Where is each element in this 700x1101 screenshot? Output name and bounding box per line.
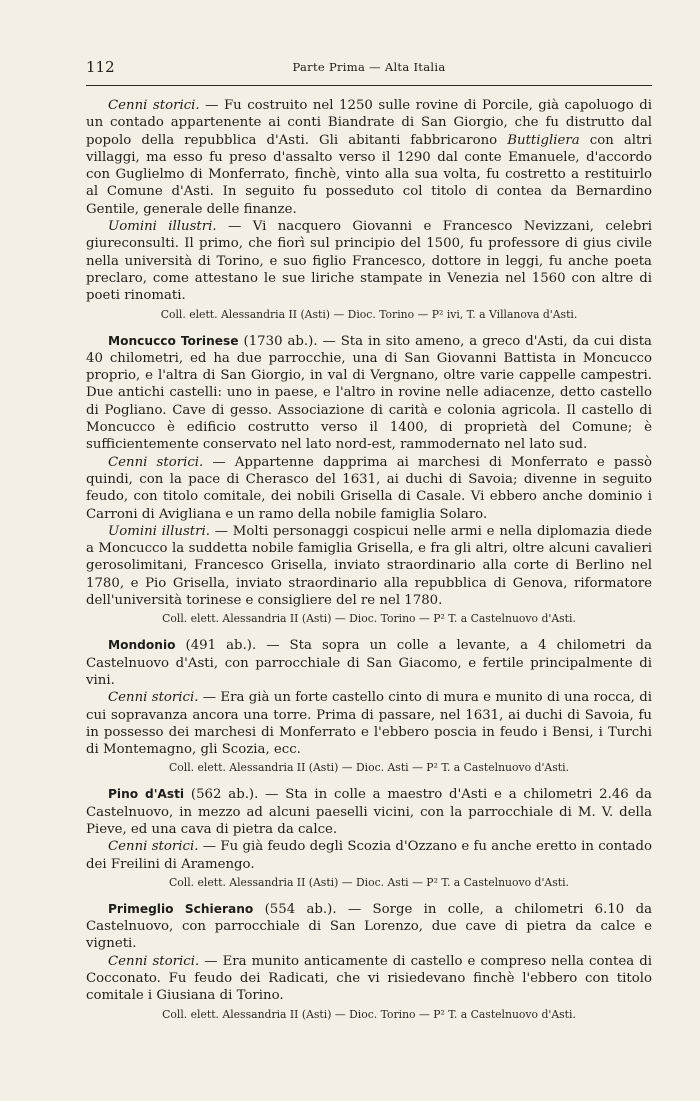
paragraph-cenni-storici: Cenni storici. — Appartenne dapprima ai marchesi di Monferrato e passò quindi, con la pace di Cherasco del 1631, ai duchi di Savoia; divenne in seguito feudo, con titolo comitale, dei nobili Grisella di Casale. Vi ebbero anche dominio i Carroni di Avigliana e un ramo della nobile famiglia Solaro. <box>86 454 652 522</box>
page-number: 112 <box>86 58 115 76</box>
book-page <box>86 58 653 1021</box>
collegio-note: Coll. elett. Alessandria II (Asti) — Dioc. Torino — P² T. a Castelnuovo d'Asti. <box>162 612 576 626</box>
paragraph-cenni-storici: Cenni storici. — Fu già feudo degli Scozia d'Ozzano e fu anche eretto in contado dei Freilini di Aramengo. <box>86 839 653 872</box>
page-header <box>86 58 652 82</box>
collegio-note: Coll. elett. Alessandria II (Asti) — Dioc. Torino — P² ivi, T. a Villanova d'Asti. <box>160 307 578 321</box>
collegio-note: Coll. elett. Alessandria II (Asti) — Dioc. Asti — P² T. a Castelnuovo d'Asti. <box>169 875 569 889</box>
header-rule <box>86 85 652 86</box>
entry-moncucco-torinese: Moncucco Torinese (1730 ab.). — Sta in sito ameno, a greco d'Asti, da cui dista 40 chilometri, ed ha due parrocchie, una di San Giovanni Battista in Moncucco proprio, e l'altra di San Giorgio, in val di Vergnano, oltre varie cappelle campestri. Due antichi castelli: uno in paese, e l'altro in rovine nelle adiacenze, detto castello di Pogliano. Cave di gesso. Associazione di carità e colonia agricola. Il castello di Moncucco è edificio costrutto verso il 1400, di proprietà del Comune; è sufficientemente conservato nel lato nord-est, rammodernato nel lato sud. <box>86 333 652 453</box>
paragraph-uomini-illustri: Uomini illustri. — Vi nacquero Giovanni e Francesco Nevizzani, celebri giureconsulti. Il primo, che fiorì sul principio del 1500, fu professore di gius civile nella università di Torino, e suo figlio Francesco, dottore in leggi, fu anche poeta preclaro, come attestano le sue liriche stampate in Venezia nel 1560 con altre di poeti rinomati. <box>86 219 652 304</box>
paragraph-cenni-storici: Cenni storici. — Era munito anticamente di castello e compreso nella contea di Cocconato. Fu feudo dei Radicati, che vi risiedevano finchè l'ebbero con titolo comitale i Giusiana di Torino. <box>86 953 652 1004</box>
page-body <box>86 97 652 1022</box>
entry-mondonio: Mondonio (491 ab.). — Sta sopra un colle a levante, a 4 chilometri da Castelnuovo d'Asti, con parrocchiale di San Giacomo, e fertile principalmente di vini. <box>86 638 652 688</box>
running-title: Parte Prima — Alta Italia <box>292 60 446 74</box>
paragraph-uomini-illustri: Uomini illustri. — Molti personaggi cospicui nelle armi e nella diplomazia diede a Moncucco la suddetta nobile famiglia Grisella, e fra gli altri, oltre alcuni cavalieri gerosolimitani, Francesco Grisella, inviato straordinario alla corte di Berlino nel 1780, e Pio Grisella, inviato straordinario alla repubblica di Genova, riformatore dell'università torinese e consigliere del re nel 1780. <box>86 523 652 609</box>
paragraph-cenni-storici: Cenni storici. — Fu costruito nel 1250 sulle rovine di Porcile, già capoluogo di un contado appartenente ai conti Biandrate di San Giorgio, che fu distrutto dal popolo della repubblica d'Asti. Gli abitanti fabbricarono Buttigliera con altri villaggi, ma esso fu preso d'assalto verso il 1290 dal conte Emanuele, d'accordo con Guglielmo di Monferrato, finchè, vinto alla sua volta, fu costretto a restituirlo al Comune d'Asti. In seguito fu posseduto col titolo di contea da Bernardino Gentile, generale delle finanze. <box>86 98 652 217</box>
paragraph-cenni-storici: Cenni storici. — Era già un forte castello cinto di mura e munito di una rocca, di cui sopravanza ancora una torre. Prima di passare, nel 1631, ai duchi di Savoia, fu in possesso dei marchesi di Monferrato e l'ebbero poscia in feudo i Bensi, i Turchi di Montemagno, gli Scozia, ecc. <box>86 690 652 758</box>
collegio-note: Coll. elett. Alessandria II (Asti) — Dioc. Torino — P² T. a Castelnuovo d'Asti. <box>162 1007 576 1021</box>
collegio-note: Coll. elett. Alessandria II (Asti) — Dioc. Asti — P² T. a Castelnuovo d'Asti. <box>169 761 569 775</box>
entry-pino-d-asti: Pino d'Asti (562 ab.). — Sta in colle a maestro d'Asti e a chilometri 2.46 da Castelnuovo, in mezzo ad alcuni paeselli vicini, con la parrocchiale di M. V. della Pieve, ed una cava di pietra da calce. <box>86 787 652 837</box>
entry-primeglio-schierano: Primeglio Schierano (554 ab.). — Sorge in colle, a chilometri 6.10 da Castelnuovo, con parrocchiale di San Lorenzo, due cave di pietra da calce e vigneti. <box>86 901 653 952</box>
